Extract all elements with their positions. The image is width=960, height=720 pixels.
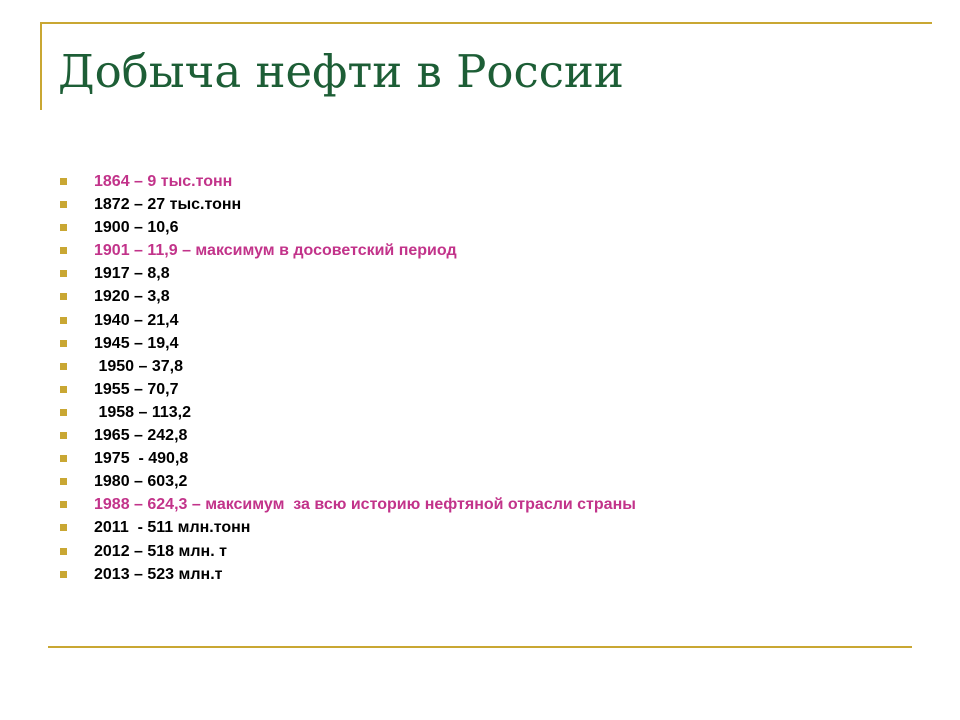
list-item bbox=[60, 355, 636, 378]
list-item-text: 1950 – 37,8 bbox=[94, 357, 183, 375]
list-item bbox=[60, 424, 636, 447]
square-bullet-icon bbox=[60, 317, 67, 324]
list-item-text: 2011 - 511 млн.тонн bbox=[94, 519, 251, 537]
list-item bbox=[60, 516, 636, 539]
list-item bbox=[60, 216, 636, 239]
list-item bbox=[60, 447, 636, 470]
list-item-text: 1872 – 27 тыс.тонн bbox=[94, 196, 242, 214]
list-item bbox=[60, 285, 636, 308]
list-item bbox=[60, 262, 636, 285]
list-item-text: 1975 - 490,8 bbox=[94, 450, 189, 468]
list-item-text: 1980 – 603,2 bbox=[94, 473, 188, 491]
bottom-divider bbox=[48, 646, 912, 648]
square-bullet-icon bbox=[60, 478, 67, 485]
square-bullet-icon bbox=[60, 455, 67, 462]
list-item bbox=[60, 309, 636, 332]
square-bullet-icon bbox=[60, 432, 67, 439]
list-item-text: 1955 – 70,7 bbox=[94, 380, 179, 398]
list-item-text: 2013 – 523 млн.т bbox=[94, 565, 223, 583]
list-item-text: 1940 – 21,4 bbox=[94, 311, 179, 329]
square-bullet-icon bbox=[60, 293, 67, 300]
square-bullet-icon bbox=[60, 409, 67, 416]
square-bullet-icon bbox=[60, 386, 67, 393]
square-bullet-icon bbox=[60, 270, 67, 277]
list-item-text: 1988 – 624,3 – максимум за всю историю нефтяной отрасли страны bbox=[94, 496, 636, 514]
list-item-text: 1965 – 242,8 bbox=[94, 427, 188, 445]
top-divider bbox=[40, 22, 932, 24]
slide-title: Добыча нефти в России bbox=[58, 45, 624, 98]
square-bullet-icon bbox=[60, 501, 67, 508]
list-item-text: 1901 – 11,9 – максимум в досоветский период bbox=[94, 242, 457, 260]
left-divider bbox=[40, 22, 42, 110]
square-bullet-icon bbox=[60, 178, 67, 185]
list-item bbox=[60, 193, 636, 216]
list-item bbox=[60, 378, 636, 401]
square-bullet-icon bbox=[60, 571, 67, 578]
list-item-text: 1945 – 19,4 bbox=[94, 334, 179, 352]
square-bullet-icon bbox=[60, 340, 67, 347]
list-item bbox=[60, 401, 636, 424]
production-list bbox=[60, 170, 636, 586]
square-bullet-icon bbox=[60, 224, 67, 231]
list-item-text: 2012 – 518 млн. т bbox=[94, 542, 227, 560]
list-item bbox=[60, 239, 636, 262]
list-item bbox=[60, 470, 636, 493]
list-item bbox=[60, 493, 636, 516]
list-item-text: 1920 – 3,8 bbox=[94, 288, 170, 306]
list-item bbox=[60, 563, 636, 586]
list-item bbox=[60, 170, 636, 193]
list-item-text: 1900 – 10,6 bbox=[94, 219, 179, 237]
square-bullet-icon bbox=[60, 524, 67, 531]
square-bullet-icon bbox=[60, 548, 67, 555]
list-item bbox=[60, 540, 636, 563]
list-item bbox=[60, 332, 636, 355]
list-item-text: 1917 – 8,8 bbox=[94, 265, 170, 283]
list-item-text: 1864 – 9 тыс.тонн bbox=[94, 173, 233, 190]
list-item-text: 1958 – 113,2 bbox=[94, 403, 191, 421]
square-bullet-icon bbox=[60, 247, 67, 254]
square-bullet-icon bbox=[60, 201, 67, 208]
square-bullet-icon bbox=[60, 363, 67, 370]
